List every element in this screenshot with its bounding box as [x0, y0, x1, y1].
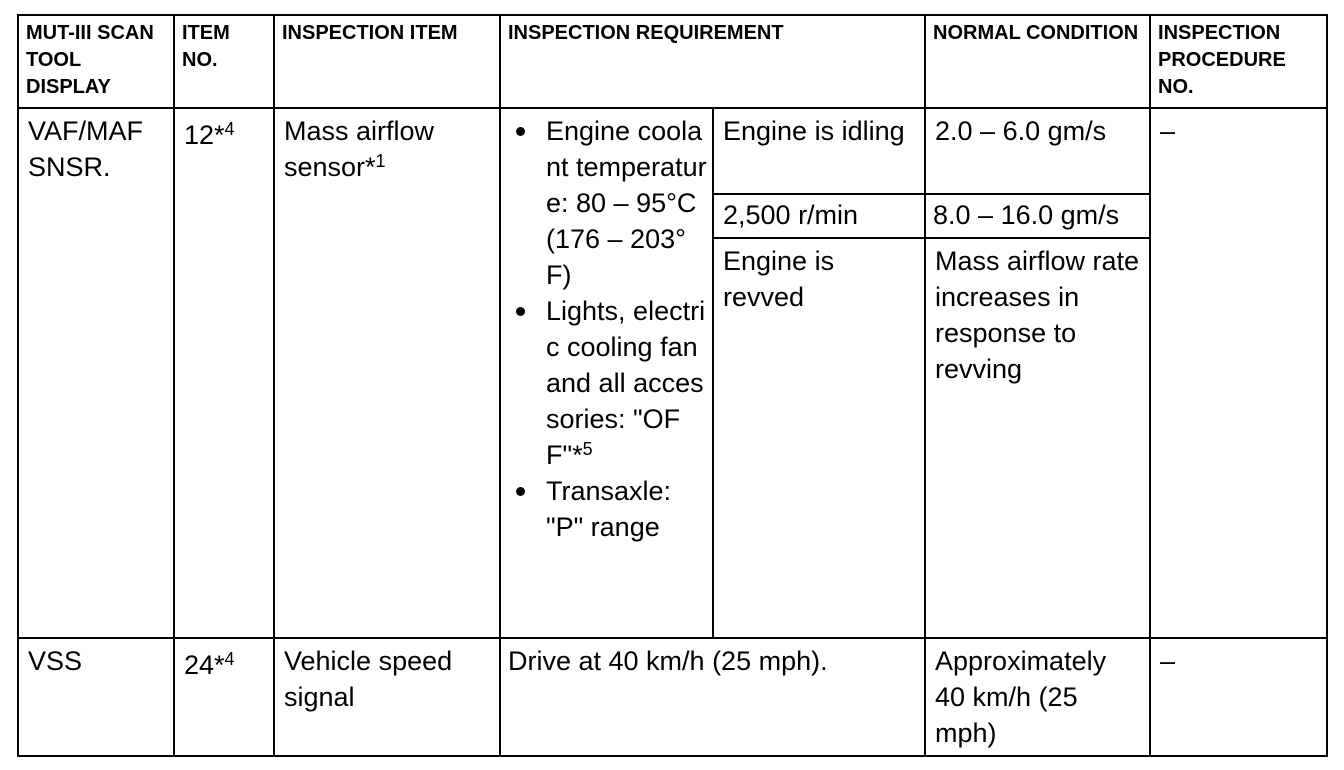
cell-requirement-idling: Engine is idling: [713, 108, 925, 194]
bullet-text: Transaxle: "P" range: [546, 476, 672, 542]
header-normal-condition: NORMAL CONDITION: [925, 15, 1150, 108]
cell-item-no: [174, 638, 274, 756]
list-item: [508, 113, 708, 293]
cell-item-no: [174, 108, 274, 638]
cell-normal-condition: Approximately 40 km/h (25 mph): [925, 638, 1150, 756]
cell-normal-2500: 8.0 – 16.0 gm/s: [925, 194, 1150, 238]
header-display: MUT-III SCAN TOOL DISPLAY: [18, 15, 174, 108]
requirement-bullet-list: [508, 113, 708, 545]
header-inspection-item: INSPECTION ITEM: [274, 15, 500, 108]
cell-display: VAF/MAF SNSR.: [18, 108, 174, 638]
bullet-icon: [516, 487, 525, 496]
cell-procedure-no: –: [1150, 108, 1327, 638]
bullet-text: Lights, electric cooling fan and all accessories: "OFF"*: [546, 296, 706, 470]
inspection-item-text: Mass airflow sensor*: [284, 116, 435, 182]
bullet-icon: [516, 127, 525, 136]
cell-normal-revved: Mass airflow rate increases in response to revving: [925, 238, 1150, 638]
cell-inspection-item: Vehicle speed signal: [274, 638, 500, 756]
item-no-text: 12*: [184, 120, 225, 150]
list-item: [508, 473, 708, 545]
header-inspection-requirement: INSPECTION REQUIREMENT: [500, 15, 925, 108]
header-row: [18, 15, 1327, 108]
inspection-table: [17, 14, 1328, 757]
item-no-footnote: 4: [224, 649, 235, 669]
table-row-maf: [18, 108, 1327, 194]
cell-procedure-no: –: [1150, 638, 1327, 756]
bullet-text: Engine coolant temperature: 80 – 95°C (176 – 203°F): [546, 116, 707, 290]
bullet-icon: [516, 307, 525, 316]
table-row-vss: [18, 638, 1327, 756]
cell-requirement: Drive at 40 km/h (25 mph).: [500, 638, 925, 756]
cell-requirement-2500: 2,500 r/min: [713, 194, 925, 238]
item-no-text: 24*: [184, 650, 225, 680]
inspection-item-footnote: 1: [375, 151, 386, 171]
cell-inspection-item: [274, 108, 500, 638]
cell-display: VSS: [18, 638, 174, 756]
header-procedure-no: INSPECTION PROCEDURE NO.: [1150, 15, 1327, 108]
item-no-footnote: 4: [224, 119, 235, 139]
list-item: [508, 293, 708, 473]
header-item-no: ITEM NO.: [174, 15, 274, 108]
cell-requirement-conditions: [500, 108, 713, 638]
bullet-footnote: 5: [582, 439, 593, 459]
cell-normal-idling: 2.0 – 6.0 gm/s: [925, 108, 1150, 194]
cell-requirement-revved: Engine is revved: [713, 238, 925, 638]
